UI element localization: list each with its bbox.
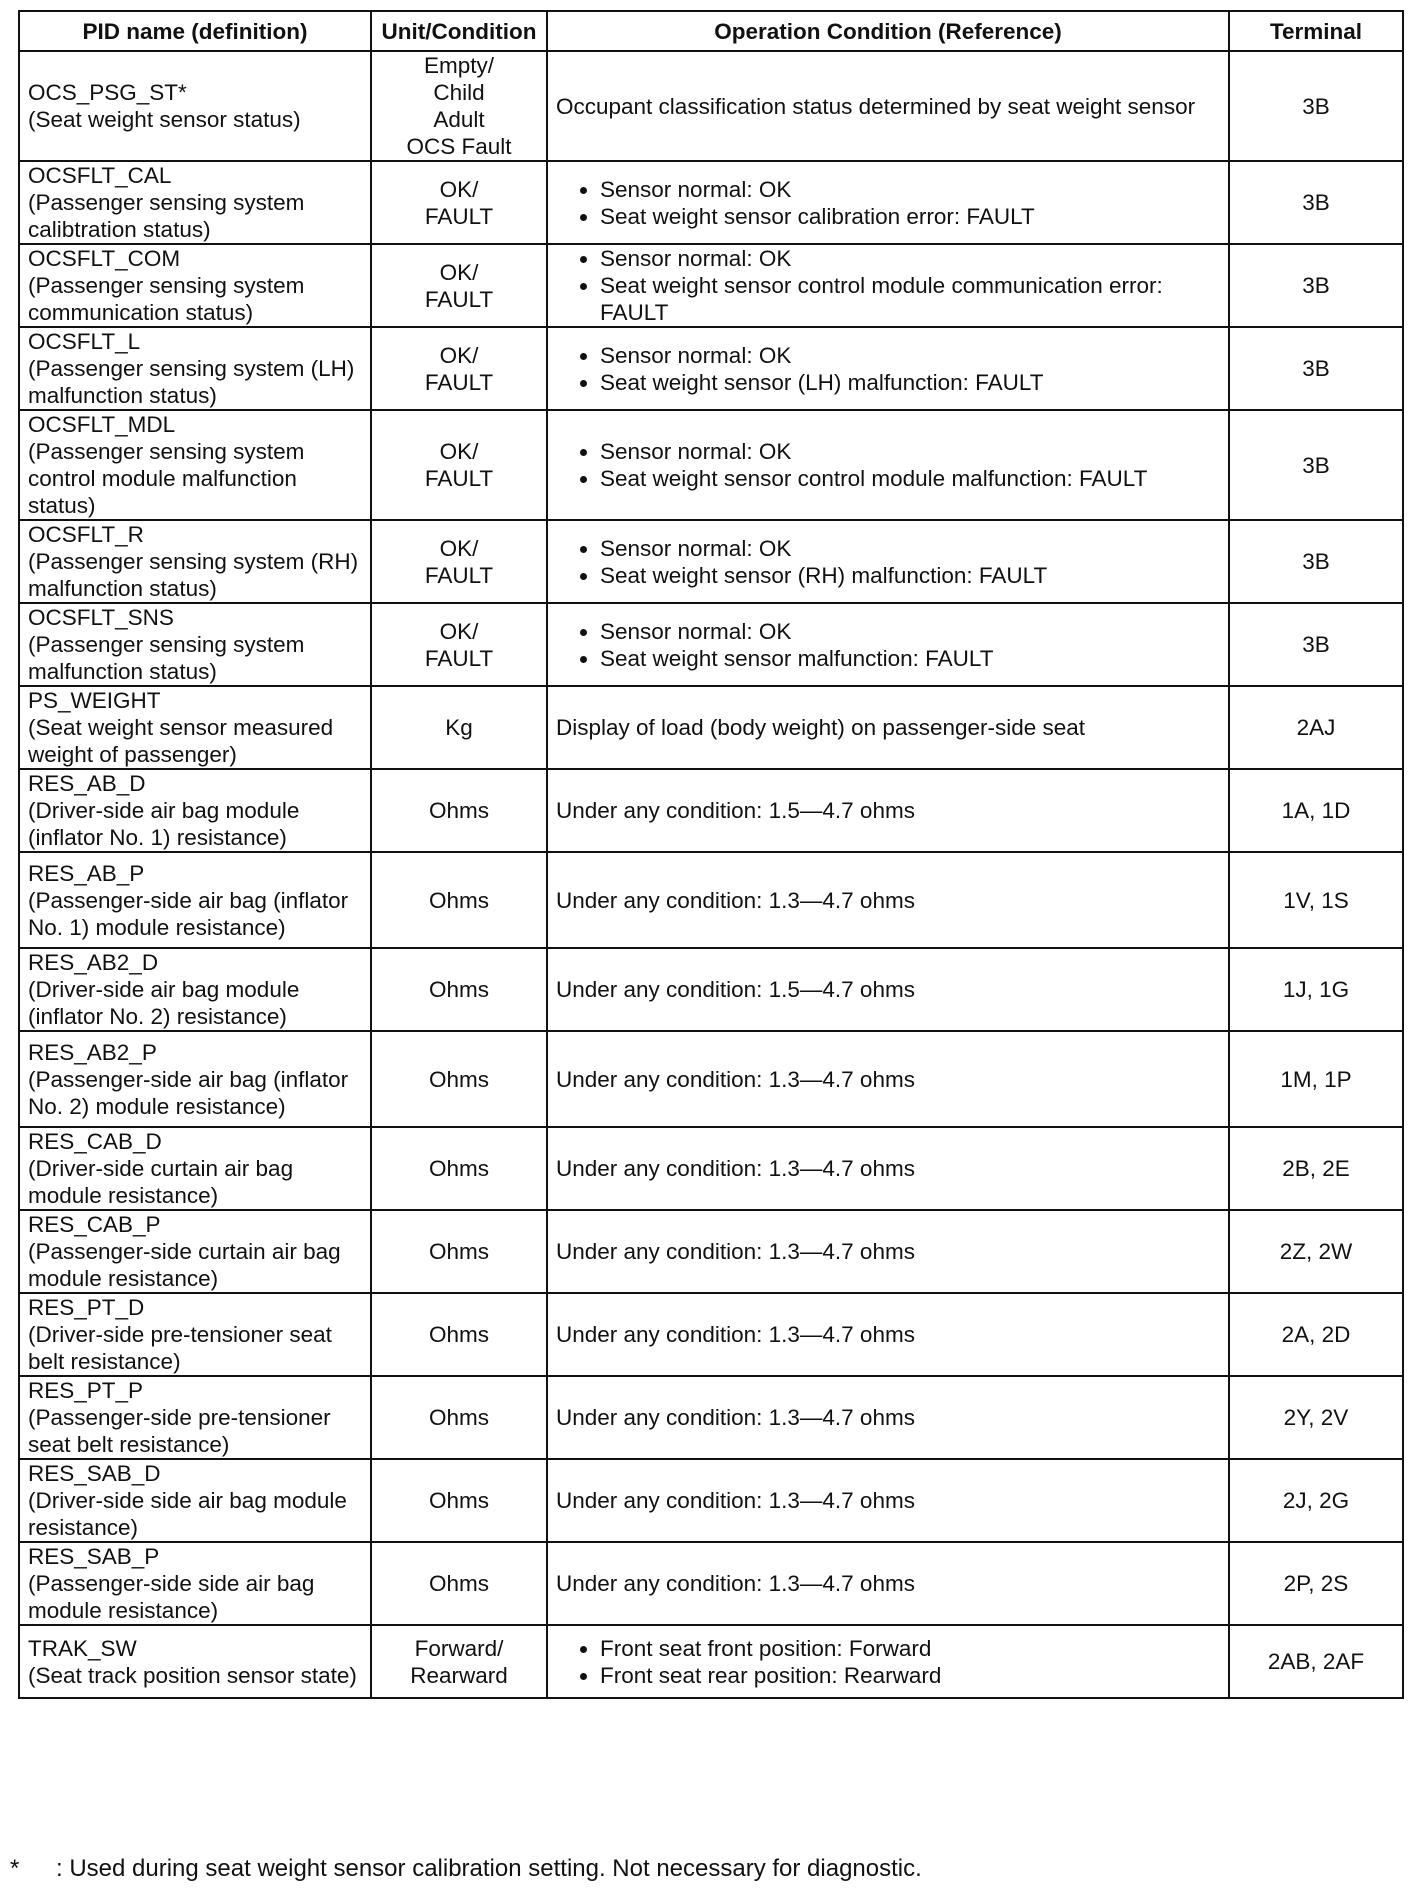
operation-cell: Under any condition: 1.3—4.7 ohms [547, 1210, 1229, 1293]
pid-cell: RES_SAB_P (Passenger-side side air bag module resistance) [19, 1542, 371, 1625]
unit-cell: Kg [371, 686, 547, 769]
terminal-cell: 2A, 2D [1229, 1293, 1403, 1376]
operation-cell: Under any condition: 1.3—4.7 ohms [547, 1293, 1229, 1376]
table-row [19, 1376, 1403, 1459]
unit-cell: OK/ FAULT [371, 244, 547, 327]
terminal-cell: 1A, 1D [1229, 769, 1403, 852]
condition-item: • Seat weight sensor calibration error: FAULT [600, 203, 1220, 230]
pid-cell: RES_PT_P (Passenger-side pre-tensioner seat belt resistance) [19, 1376, 371, 1459]
terminal-cell: 1M, 1P [1229, 1031, 1403, 1127]
pid-cell: RES_SAB_D (Driver-side side air bag module resistance) [19, 1459, 371, 1542]
table-body [19, 51, 1403, 1698]
pid-cell: RES_AB2_D (Driver-side air bag module (inflator No. 2) resistance) [19, 948, 371, 1031]
header-pid: PID name (definition) [19, 11, 371, 51]
table-row [19, 161, 1403, 244]
unit-cell: Ohms [371, 1210, 547, 1293]
table-row [19, 51, 1403, 161]
condition-item: • Seat weight sensor control module communication error: FAULT [600, 272, 1220, 326]
operation-cell: Display of load (body weight) on passenger-side seat [547, 686, 1229, 769]
header-unit: Unit/Condition [371, 11, 547, 51]
terminal-cell: 2AB, 2AF [1229, 1625, 1403, 1698]
condition-item: • Sensor normal: OK [600, 618, 1220, 645]
condition-item: • Sensor normal: OK [600, 245, 1220, 272]
terminal-cell: 2P, 2S [1229, 1542, 1403, 1625]
condition-item: • Front seat front position: Forward [600, 1635, 1220, 1662]
unit-cell: Ohms [371, 769, 547, 852]
unit-cell: Ohms [371, 1376, 547, 1459]
operation-cell [547, 410, 1229, 520]
operation-cell: Occupant classification status determined by seat weight sensor [547, 51, 1229, 161]
table-row [19, 520, 1403, 603]
condition-list [556, 245, 1220, 326]
condition-list [556, 1635, 1220, 1689]
table-row [19, 852, 1403, 948]
terminal-cell: 3B [1229, 520, 1403, 603]
table-row [19, 1127, 1403, 1210]
table-row [19, 1293, 1403, 1376]
terminal-cell: 3B [1229, 603, 1403, 686]
operation-cell: Under any condition: 1.3—4.7 ohms [547, 852, 1229, 948]
terminal-cell: 3B [1229, 410, 1403, 520]
pid-cell: OCSFLT_CAL (Passenger sensing system calibtration status) [19, 161, 371, 244]
terminal-cell: 1J, 1G [1229, 948, 1403, 1031]
operation-cell: Under any condition: 1.3—4.7 ohms [547, 1542, 1229, 1625]
operation-cell [547, 327, 1229, 410]
header-terminal: Terminal [1229, 11, 1403, 51]
condition-item: • Sensor normal: OK [600, 438, 1220, 465]
terminal-cell: 2Y, 2V [1229, 1376, 1403, 1459]
operation-cell: Under any condition: 1.3—4.7 ohms [547, 1127, 1229, 1210]
table-row [19, 948, 1403, 1031]
condition-item: • Front seat rear position: Rearward [600, 1662, 1220, 1689]
unit-cell: OK/ FAULT [371, 161, 547, 244]
pid-cell: RES_AB2_P (Passenger-side air bag (inflator No. 2) module resistance) [19, 1031, 371, 1127]
terminal-cell: 3B [1229, 327, 1403, 410]
unit-cell: Forward/ Rearward [371, 1625, 547, 1698]
table-row [19, 244, 1403, 327]
condition-item: • Seat weight sensor (RH) malfunction: FAULT [600, 562, 1220, 589]
terminal-cell: 1V, 1S [1229, 852, 1403, 948]
unit-cell: OK/ FAULT [371, 410, 547, 520]
header-operation: Operation Condition (Reference) [547, 11, 1229, 51]
table-row [19, 327, 1403, 410]
pid-cell: OCS_PSG_ST* (Seat weight sensor status) [19, 51, 371, 161]
operation-cell [547, 520, 1229, 603]
terminal-cell: 3B [1229, 161, 1403, 244]
unit-cell: OK/ FAULT [371, 603, 547, 686]
unit-cell: Empty/ Child Adult OCS Fault [371, 51, 547, 161]
operation-cell [547, 161, 1229, 244]
operation-cell [547, 1625, 1229, 1698]
condition-item: • Seat weight sensor (LH) malfunction: FAULT [600, 369, 1220, 396]
table-row [19, 1210, 1403, 1293]
condition-list [556, 535, 1220, 589]
pid-cell: OCSFLT_COM (Passenger sensing system communication status) [19, 244, 371, 327]
pid-cell: RES_CAB_P (Passenger-side curtain air bag module resistance) [19, 1210, 371, 1293]
table-row [19, 686, 1403, 769]
unit-cell: OK/ FAULT [371, 520, 547, 603]
condition-item: • Sensor normal: OK [600, 342, 1220, 369]
table-row [19, 1459, 1403, 1542]
operation-cell [547, 603, 1229, 686]
condition-item: • Seat weight sensor control module malfunction: FAULT [600, 465, 1220, 492]
pid-cell: PS_WEIGHT (Seat weight sensor measured weight of passenger) [19, 686, 371, 769]
terminal-cell: 2Z, 2W [1229, 1210, 1403, 1293]
table-header-row [19, 11, 1403, 51]
table-row [19, 769, 1403, 852]
operation-cell: Under any condition: 1.3—4.7 ohms [547, 1459, 1229, 1542]
terminal-cell: 2B, 2E [1229, 1127, 1403, 1210]
table-row [19, 603, 1403, 686]
terminal-cell: 2AJ [1229, 686, 1403, 769]
footnote [10, 1855, 922, 1883]
unit-cell: Ohms [371, 1127, 547, 1210]
operation-cell: Under any condition: 1.3—4.7 ohms [547, 1376, 1229, 1459]
unit-cell: Ohms [371, 1293, 547, 1376]
footnote-text: : Used during seat weight sensor calibration setting. Not necessary for diagnostic. [56, 1855, 922, 1882]
pid-cell: RES_CAB_D (Driver-side curtain air bag module resistance) [19, 1127, 371, 1210]
terminal-cell: 2J, 2G [1229, 1459, 1403, 1542]
pid-cell: OCSFLT_R (Passenger sensing system (RH) malfunction status) [19, 520, 371, 603]
footnote-mark: * [10, 1855, 20, 1882]
pid-cell: OCSFLT_MDL (Passenger sensing system control module malfunction status) [19, 410, 371, 520]
table-row [19, 1625, 1403, 1698]
unit-cell: Ohms [371, 852, 547, 948]
terminal-cell: 3B [1229, 244, 1403, 327]
condition-list [556, 618, 1220, 672]
pid-cell: OCSFLT_SNS (Passenger sensing system malfunction status) [19, 603, 371, 686]
pid-cell: RES_AB_P (Passenger-side air bag (inflator No. 1) module resistance) [19, 852, 371, 948]
pid-cell: RES_AB_D (Driver-side air bag module (inflator No. 1) resistance) [19, 769, 371, 852]
unit-cell: Ohms [371, 948, 547, 1031]
table-row [19, 410, 1403, 520]
pid-reference-table [18, 10, 1404, 1699]
condition-list [556, 438, 1220, 492]
terminal-cell: 3B [1229, 51, 1403, 161]
operation-cell [547, 244, 1229, 327]
pid-cell: TRAK_SW (Seat track position sensor state) [19, 1625, 371, 1698]
condition-list [556, 176, 1220, 230]
operation-cell: Under any condition: 1.5—4.7 ohms [547, 769, 1229, 852]
operation-cell: Under any condition: 1.3—4.7 ohms [547, 1031, 1229, 1127]
condition-item: • Seat weight sensor malfunction: FAULT [600, 645, 1220, 672]
condition-list [556, 342, 1220, 396]
table-row [19, 1542, 1403, 1625]
condition-item: • Sensor normal: OK [600, 535, 1220, 562]
table-row [19, 1031, 1403, 1127]
condition-item: • Sensor normal: OK [600, 176, 1220, 203]
unit-cell: Ohms [371, 1031, 547, 1127]
operation-cell: Under any condition: 1.5—4.7 ohms [547, 948, 1229, 1031]
pid-cell: RES_PT_D (Driver-side pre-tensioner seat belt resistance) [19, 1293, 371, 1376]
unit-cell: Ohms [371, 1459, 547, 1542]
unit-cell: Ohms [371, 1542, 547, 1625]
unit-cell: OK/ FAULT [371, 327, 547, 410]
pid-cell: OCSFLT_L (Passenger sensing system (LH) malfunction status) [19, 327, 371, 410]
